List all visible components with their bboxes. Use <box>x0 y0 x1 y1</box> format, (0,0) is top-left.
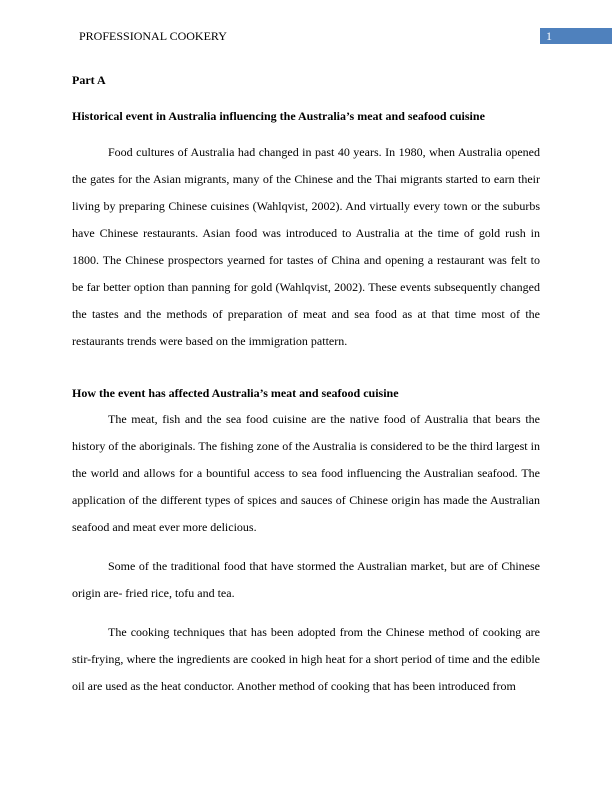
section-heading: How the event has affected Australia’s meat and seafood cuisine <box>72 386 399 400</box>
paragraph: The meat, fish and the sea food cuisine are the native food of Australia that bears the history of the aboriginals. The fishing zone of the Australia is considered to be the third largest in the world and allows for a bountiful access to sea food influencing the Australian seafood. The application of the different types of spices and sauces of Chinese origin has made the Australian seafood and meat ever more delicious. <box>72 412 540 534</box>
part-label: Part A <box>72 73 106 87</box>
page-number: 1 <box>540 28 612 44</box>
running-header: PROFESSIONAL COOKERY <box>79 29 227 43</box>
paragraph: The cooking techniques that has been adopted from the Chinese method of cooking are stir-frying, where the ingredients are cooked in high heat for a short period of time and the edible oil are used as the heat conductor. Another method of cooking that has been introduced from <box>72 625 540 693</box>
paragraph: Food cultures of Australia had changed in past 40 years. In 1980, when Australia opened the gates for the Asian migrants, many of the Chinese and the Thai migrants started to earn their living by preparing Chinese cuisines (Wahlqvist, 2002). And virtually every town or the suburbs have Chinese restaurants. Asian food was introduced to Australia at the time of gold rush in 1800. The Chinese prospectors yearned for tastes of China and opening a restaurant was felt to be far better option than panning for gold (Wahlqvist, 2002). These events subsequently changed the tastes and the methods of preparation of meat and sea food as at that time most of the restaurants trends were based on the immigration pattern. <box>72 145 540 348</box>
section-heading: Historical event in Australia influencing the Australia’s meat and seafood cuisine <box>72 109 485 123</box>
document-body <box>72 70 540 700</box>
paragraph: Some of the traditional food that have stormed the Australian market, but are of Chinese origin are- fried rice, tofu and tea. <box>72 559 540 600</box>
